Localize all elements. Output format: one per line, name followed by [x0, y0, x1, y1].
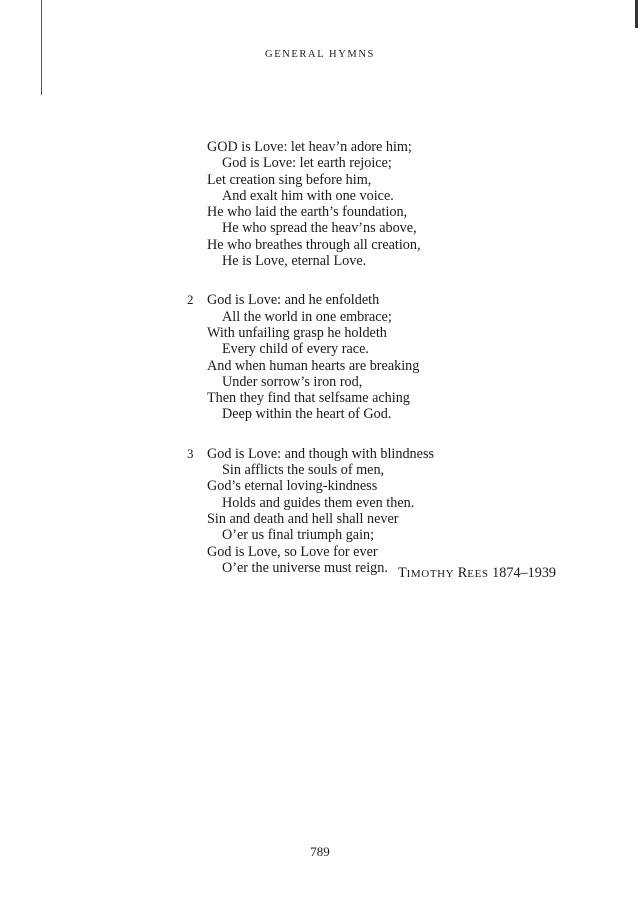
stanza-1-line-6: He who spread the heav’ns above, — [222, 220, 417, 237]
stanza-3-line-6: O’er us final triumph gain; — [222, 527, 375, 544]
stanza-number-3: 3 — [187, 445, 194, 461]
stanza-3 — [187, 445, 434, 576]
stanza-2-line-1: God is Love: and he enfoldeth — [207, 292, 380, 309]
author-first-initial: T — [397, 565, 407, 581]
stanza-2-line-5: And when human hearts are breaking — [207, 357, 420, 374]
stanza-3-line-4: Holds and guides them even then. — [222, 494, 415, 511]
stanza-1-line-5: He who laid the earth’s foundation, — [207, 204, 408, 221]
stanza-1 — [207, 139, 434, 269]
running-header: GENERAL HYMNS — [265, 49, 375, 60]
author-last-initial: R — [457, 565, 468, 581]
stanza-3-line-7: God is Love, so Love for ever — [207, 543, 378, 560]
scan-edge-right — [635, 0, 638, 28]
author-first-rest: IMOTHY — [406, 568, 455, 580]
author-dates: 1874–1939 — [492, 565, 556, 581]
stanza-2-line-6: Under sorrow’s iron rod, — [222, 373, 363, 390]
stanza-1-line-7: He who breathes through all creation, — [207, 236, 421, 253]
stanza-number-2: 2 — [187, 292, 194, 308]
hymn-text — [187, 139, 434, 599]
stanza-2-line-8: Deep within the heart of God. — [222, 406, 392, 423]
stanza-2 — [187, 292, 434, 423]
author-last-rest: EES — [467, 568, 489, 580]
stanza-3-line-1: God is Love: and though with blindness — [207, 445, 434, 462]
stanza-1-line-2: God is Love: let earth rejoice; — [222, 155, 392, 172]
stanza-1-line-4: And exalt him with one voice. — [222, 187, 394, 204]
stanza-3-line-8: O’er the universe must reign. — [222, 559, 388, 576]
scan-edge-left — [41, 0, 42, 95]
stanza-3-line-5: Sin and death and hell shall never — [207, 510, 399, 527]
stanza-2-line-3: With unfailing grasp he holdeth — [207, 324, 387, 341]
stanza-1-line-1: GOD is Love: let heav’n adore him; — [207, 139, 412, 155]
author-attribution — [398, 565, 556, 582]
stanza-1-line-8: He is Love, eternal Love. — [222, 253, 367, 270]
stanza-3-line-3: God’s eternal loving-kindness — [207, 478, 378, 495]
stanza-3-line-2: Sin afflicts the souls of men, — [222, 462, 385, 479]
page-number: 789 — [310, 844, 330, 859]
stanza-2-line-2: All the world in one embrace; — [222, 308, 392, 325]
stanza-1-line-3: Let creation sing before him, — [207, 171, 372, 188]
stanza-2-line-4: Every child of every race. — [222, 341, 369, 358]
stanza-2-line-7: Then they find that selfsame aching — [207, 390, 410, 407]
